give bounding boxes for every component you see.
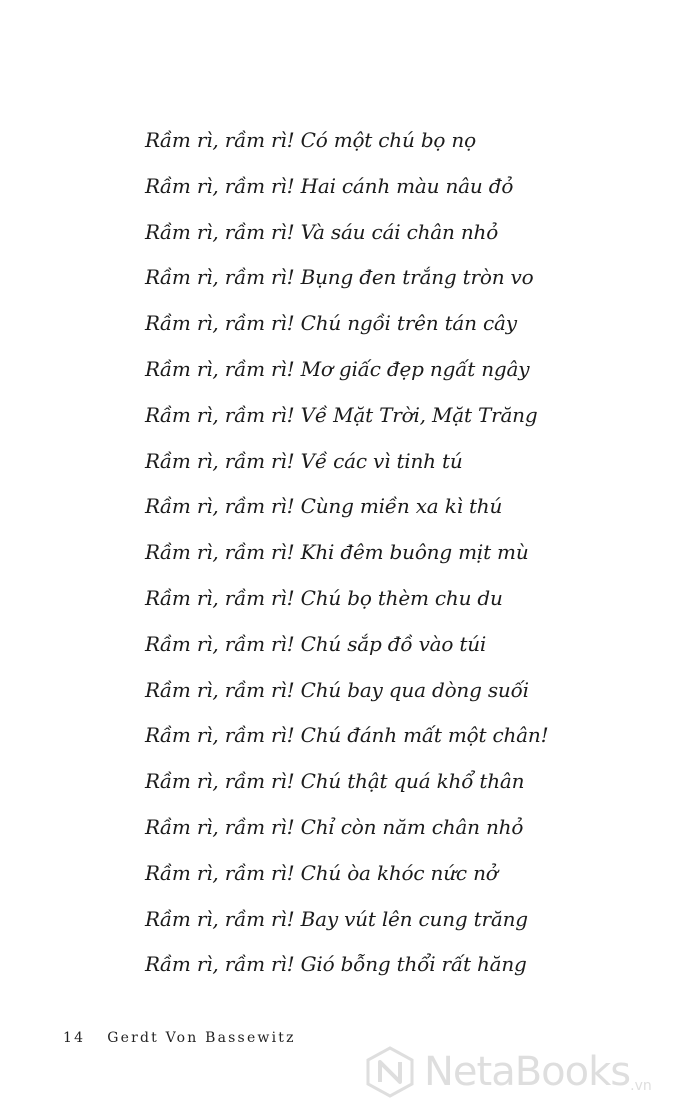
poem-line: Rầm rì, rầm rì! Khi đêm buông mịt mù: [145, 540, 529, 565]
poem-line: Rầm rì, rầm rì! Về Mặt Trời, Mặt Trăng: [145, 402, 538, 427]
poem-line: Rầm rì, rầm rì! Chỉ còn năm chân nhỏ: [145, 814, 524, 839]
poem-line: Rầm rì, rầm rì! Bụng đen trắng tròn vo: [145, 265, 534, 290]
poem-line: Rầm rì, rầm rì! Chú òa khóc nức nở: [145, 860, 498, 885]
poem-text: [145, 118, 548, 988]
poem-line: Rầm rì, rầm rì! Chú ngồi trên tán cây: [145, 311, 517, 336]
poem-line: Rầm rì, rầm rì! Và sáu cái chân nhỏ: [145, 219, 499, 244]
author-name: Gerdt Von Bassewitz: [107, 1030, 296, 1046]
poem-line: Rầm rì, rầm rì! Cùng miền xa kì thú: [145, 494, 503, 519]
poem-line: Rầm rì, rầm rì! Bay vút lên cung trăng: [145, 906, 528, 931]
poem-line: Rầm rì, rầm rì! Gió bỗng thổi rất hăng: [145, 952, 527, 977]
poem-line: Rầm rì, rầm rì! Mơ giấc đẹp ngất ngây: [145, 356, 530, 381]
page-footer: [63, 1030, 296, 1046]
netabooks-logo-icon: [364, 1046, 416, 1098]
poem-line: Rầm rì, rầm rì! Chú sắp đồ vào túi: [145, 631, 487, 656]
poem-line: Rầm rì, rầm rì! Về các vì tinh tú: [145, 448, 463, 473]
poem-line: Rầm rì, rầm rì! Chú thật quá khổ thân: [145, 769, 525, 794]
watermark: [364, 1046, 652, 1098]
poem-line: Rầm rì, rầm rì! Chú bay qua dòng suối: [145, 677, 529, 702]
poem-line: Rầm rì, rầm rì! Có một chú bọ nọ: [145, 128, 476, 152]
watermark-suffix: .vn: [630, 1078, 652, 1094]
poem-line: Rầm rì, rầm rì! Chú đánh mất một chân!: [145, 723, 549, 748]
poem-line: Rầm rì, rầm rì! Hai cánh màu nâu đỏ: [145, 173, 514, 198]
page-number: 14: [63, 1030, 86, 1046]
poem-line: Rầm rì, rầm rì! Chú bọ thèm chu du: [145, 585, 503, 610]
watermark-text: NetaBooks: [424, 1049, 631, 1095]
